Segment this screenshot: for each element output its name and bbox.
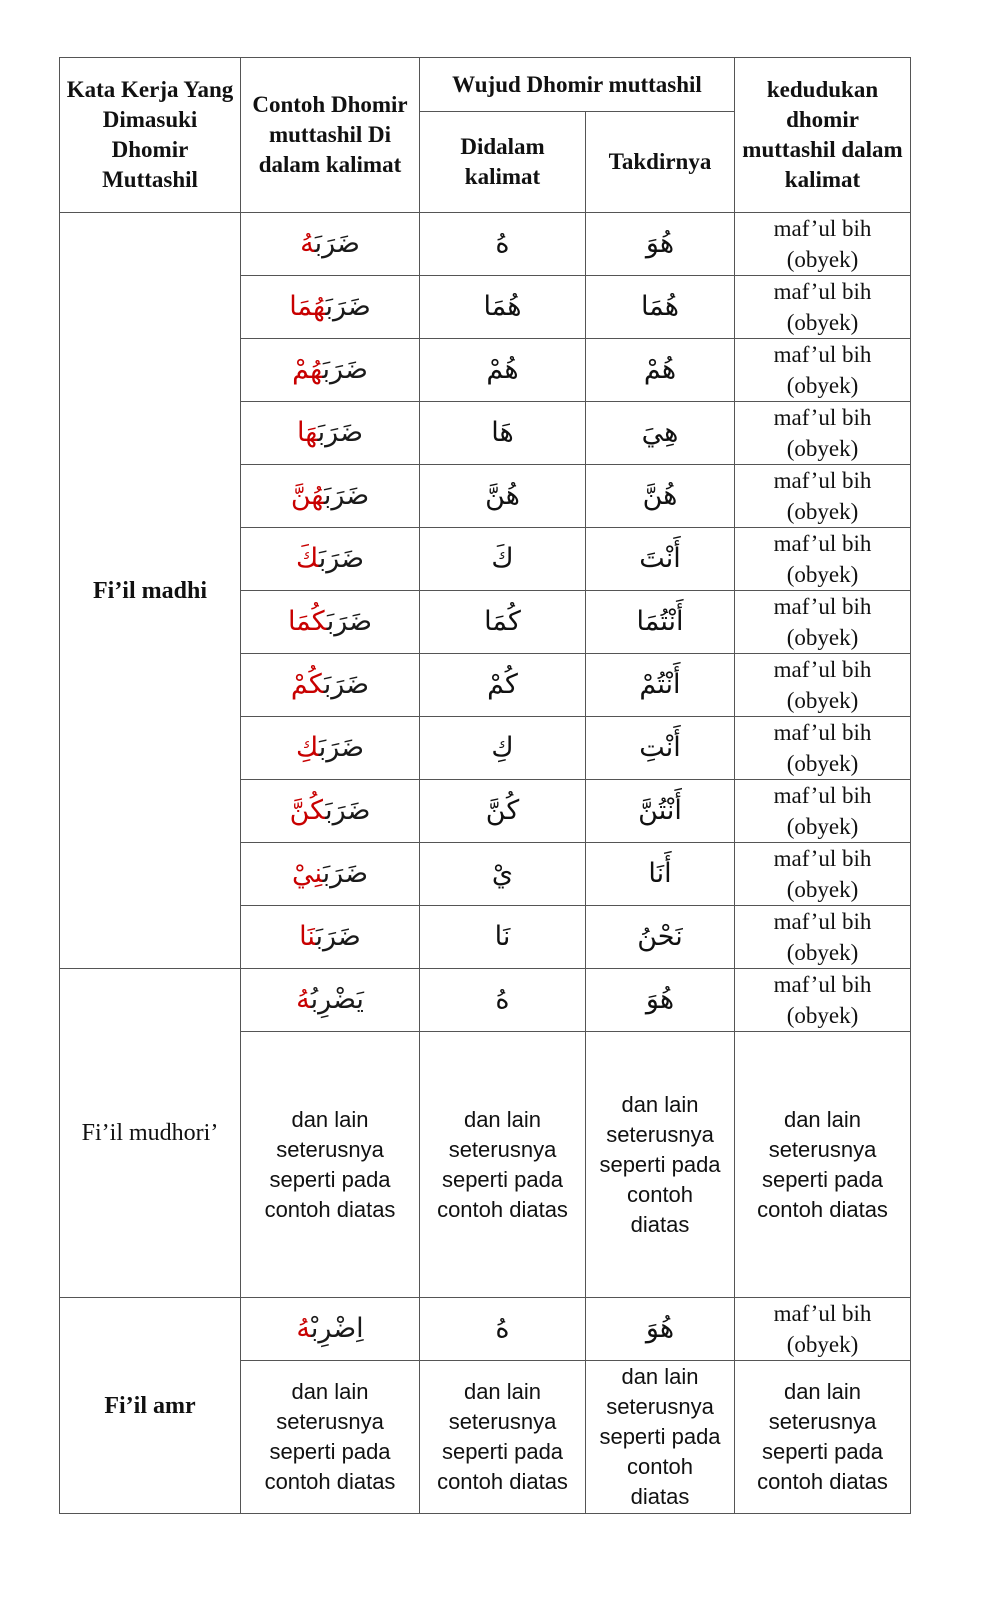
kedudukan-cell: [735, 276, 911, 339]
kedudukan-line1: maf’ul bih: [773, 594, 872, 619]
dhomir-suffix: هُ: [296, 984, 311, 1015]
kedudukan-line1: maf’ul bih: [773, 531, 872, 556]
etc-line: dan lain: [783, 1379, 862, 1404]
arabic-example: [291, 669, 369, 700]
etc-line: seterusnya: [276, 1409, 384, 1434]
dhomir-suffix: كُمَا: [287, 606, 327, 637]
dhomir-suffix: هُمْ: [292, 354, 323, 385]
verb-base: ضَرَبَ: [318, 543, 365, 574]
kedudukan-cell: [735, 1298, 911, 1361]
kedudukan-line1: maf’ul bih: [773, 468, 872, 493]
arabic-example: [299, 921, 361, 952]
arabic-example: [296, 543, 364, 574]
kedudukan-line2: (obyek): [786, 499, 859, 524]
kedudukan-line1: maf’ul bih: [773, 657, 872, 682]
etc-line: seperti pada: [441, 1439, 564, 1464]
kedudukan-line1: maf’ul bih: [773, 279, 872, 304]
kedudukan-cell: [735, 591, 911, 654]
dhomir-cell: كِ: [420, 717, 586, 780]
etc-line: seterusnya: [768, 1409, 877, 1434]
kedudukan-cell: [735, 780, 911, 843]
takdir-cell: هُوَ: [586, 213, 735, 276]
kedudukan-line1: maf’ul bih: [773, 720, 872, 745]
dhomir-table: [59, 57, 911, 1514]
etc-line: contoh diatas: [264, 1196, 396, 1222]
dhomir-cell: هُ: [420, 213, 586, 276]
dhomir-suffix: كُمْ: [290, 669, 324, 700]
kedudukan-cell: [735, 906, 911, 969]
verb-base: ضَرَبَ: [317, 417, 363, 448]
kedudukan-cell: [735, 339, 911, 402]
etc-takdir-cell: [586, 1032, 735, 1298]
table-row: [60, 1298, 911, 1361]
kedudukan-line2: (obyek): [786, 562, 859, 587]
arabic-example: [291, 480, 369, 511]
takdir-cell: أَنْتِ: [586, 717, 735, 780]
arabic-example: [296, 732, 364, 763]
etc-line: diatas: [630, 1211, 690, 1237]
kedudukan-cell: [735, 402, 911, 465]
dhomir-cell: كُنَّ: [420, 780, 586, 843]
dhomir-suffix: هَا: [296, 417, 318, 448]
etc-line: contoh: [626, 1454, 694, 1479]
etc-takdir-cell: [586, 1361, 735, 1514]
etc-line: dan lain: [463, 1106, 542, 1132]
verb-base: ضَرَبَ: [314, 228, 360, 259]
kedudukan-cell: [735, 843, 911, 906]
etc-line: contoh diatas: [264, 1469, 396, 1494]
verb-base: ضَرَبَ: [315, 921, 361, 952]
dhomir-cell: نَا: [420, 906, 586, 969]
dhomir-cell: هُ: [420, 969, 586, 1032]
takdir-cell: هُمْ: [586, 339, 735, 402]
dhomir-suffix: كَ: [295, 543, 319, 574]
kedudukan-cell: [735, 717, 911, 780]
header-kata-kerja: Kata Kerja Yang Dimasuki Dhomir Muttashil: [60, 58, 241, 213]
dhomir-cell: هَا: [420, 402, 586, 465]
dhomir-cell: يْ: [420, 843, 586, 906]
verb-base: ضَرَبَ: [322, 354, 368, 385]
verb-base: ضَرَبَ: [325, 291, 371, 322]
dhomir-suffix: كُنَّ: [289, 795, 326, 826]
kedudukan-line2: (obyek): [786, 688, 859, 713]
group-fiil-mudhori: Fi’il mudhori’: [60, 969, 241, 1298]
verb-base: يَضْرِبُ: [310, 984, 364, 1015]
kedudukan-cell: [735, 969, 911, 1032]
kedudukan-cell: [735, 654, 911, 717]
takdir-cell: هُوَ: [586, 1298, 735, 1361]
etc-line: dan lain: [621, 1364, 699, 1389]
takdir-cell: هُمَا: [586, 276, 735, 339]
dhomir-suffix: نَا: [299, 921, 316, 952]
etc-line: seperti pada: [761, 1439, 884, 1464]
kedudukan-line1: maf’ul bih: [773, 783, 872, 808]
example-word: [241, 591, 420, 654]
example-word: [241, 780, 420, 843]
kedudukan-line2: (obyek): [786, 877, 859, 902]
etc-line: seperti pada: [269, 1166, 391, 1192]
dhomir-cell: كَ: [420, 528, 586, 591]
kedudukan-line2: (obyek): [786, 814, 859, 839]
verb-base: اِضْرِبْ: [310, 1313, 364, 1344]
kedudukan-line1: maf’ul bih: [773, 909, 872, 934]
arabic-example: [296, 1313, 363, 1344]
dhomir-suffix: هُمَا: [289, 291, 326, 322]
takdir-cell: هُنَّ: [586, 465, 735, 528]
etc-line: diatas: [630, 1484, 690, 1509]
takdir-cell: نَحْنُ: [586, 906, 735, 969]
arabic-example: [297, 417, 363, 448]
example-word: [241, 213, 420, 276]
group-fiil-amr: Fi’il amr: [60, 1298, 241, 1514]
etc-line: dan lain: [621, 1091, 699, 1117]
arabic-example: [292, 858, 368, 889]
kedudukan-line1: maf’ul bih: [773, 342, 872, 367]
kedudukan-line2: (obyek): [786, 1003, 859, 1028]
etc-line: seterusnya: [448, 1136, 557, 1162]
dhomir-cell: هُ: [420, 1298, 586, 1361]
etc-line: seperti pada: [269, 1439, 391, 1464]
kedudukan-line1: maf’ul bih: [773, 216, 872, 241]
etc-line: dan lain: [783, 1106, 862, 1132]
etc-kedudukan-cell: [735, 1361, 911, 1514]
takdir-cell: أَنْتُمَا: [586, 591, 735, 654]
etc-line: seperti pada: [599, 1151, 721, 1177]
etc-example-cell: [241, 1361, 420, 1514]
etc-line: seterusnya: [276, 1136, 384, 1162]
kedudukan-line2: (obyek): [786, 436, 859, 461]
takdir-cell: هُوَ: [586, 969, 735, 1032]
dhomir-cell: هُمَا: [420, 276, 586, 339]
dhomir-cell: هُنَّ: [420, 465, 586, 528]
arabic-example: [290, 795, 371, 826]
example-word: [241, 1298, 420, 1361]
etc-line: contoh diatas: [437, 1196, 568, 1222]
etc-line: seperti pada: [599, 1424, 721, 1449]
etc-line: seterusnya: [768, 1136, 877, 1162]
etc-line: dan lain: [291, 1106, 369, 1132]
dhomir-cell: كُمَا: [420, 591, 586, 654]
dhomir-suffix: نِيْ: [292, 858, 323, 889]
verb-base: ضَرَبَ: [318, 732, 365, 763]
takdir-cell: أَنْتُمْ: [586, 654, 735, 717]
header-didalam-kalimat: Didalam kalimat: [420, 112, 586, 213]
group-fiil-madhi: Fi’il madhi: [60, 213, 241, 969]
header-takdirnya: Takdirnya: [586, 112, 735, 213]
etc-line: dan lain: [291, 1379, 369, 1404]
kedudukan-cell: [735, 528, 911, 591]
arabic-example: [292, 354, 368, 385]
example-word: [241, 528, 420, 591]
example-word: [241, 402, 420, 465]
example-word: [241, 969, 420, 1032]
example-word: [241, 906, 420, 969]
example-word: [241, 843, 420, 906]
takdir-cell: أَنْتُنَّ: [586, 780, 735, 843]
kedudukan-line2: (obyek): [786, 310, 859, 335]
verb-base: ضَرَبَ: [323, 480, 370, 511]
kedudukan-line2: (obyek): [786, 751, 859, 776]
etc-dhomir-cell: [420, 1032, 586, 1298]
etc-line: contoh diatas: [757, 1469, 888, 1494]
kedudukan-line2: (obyek): [786, 373, 859, 398]
etc-example-cell: [241, 1032, 420, 1298]
etc-line: contoh diatas: [757, 1196, 888, 1222]
etc-line: contoh diatas: [437, 1469, 568, 1494]
etc-line: seperti pada: [441, 1166, 564, 1192]
etc-line: seterusnya: [448, 1409, 557, 1434]
kedudukan-line1: maf’ul bih: [773, 1301, 872, 1326]
kedudukan-line2: (obyek): [786, 625, 859, 650]
table-row: [60, 213, 911, 276]
example-word: [241, 465, 420, 528]
header-kedudukan: kedudukan dhomir muttashil dalam kalimat: [735, 58, 911, 213]
example-word: [241, 717, 420, 780]
example-word: [241, 654, 420, 717]
dhomir-cell: هُمْ: [420, 339, 586, 402]
takdir-cell: هِيَ: [586, 402, 735, 465]
verb-base: ضَرَبَ: [323, 669, 370, 700]
table-row: [60, 969, 911, 1032]
takdir-cell: أَنْتَ: [586, 528, 735, 591]
kedudukan-line2: (obyek): [786, 940, 859, 965]
takdir-cell: أَنَا: [586, 843, 735, 906]
dhomir-suffix: كِ: [295, 732, 319, 763]
header-contoh: Contoh Dhomir muttashil Di dalam kalimat: [241, 58, 420, 213]
example-word: [241, 339, 420, 402]
kedudukan-cell: [735, 213, 911, 276]
kedudukan-line1: maf’ul bih: [773, 972, 872, 997]
etc-line: contoh: [626, 1181, 694, 1207]
arabic-example: [300, 228, 360, 259]
etc-line: seterusnya: [606, 1121, 714, 1147]
arabic-example: [296, 984, 364, 1015]
dhomir-suffix: هُ: [296, 1313, 311, 1344]
verb-base: ضَرَبَ: [322, 858, 368, 889]
verb-base: ضَرَبَ: [326, 606, 373, 637]
dhomir-suffix: هُنَّ: [290, 480, 324, 511]
table-body: [60, 213, 911, 1514]
etc-line: seterusnya: [606, 1394, 714, 1419]
kedudukan-line2: (obyek): [786, 1332, 859, 1357]
dhomir-cell: كُمْ: [420, 654, 586, 717]
kedudukan-line1: maf’ul bih: [773, 846, 872, 871]
arabic-example: [288, 606, 372, 637]
etc-line: seperti pada: [761, 1166, 884, 1192]
header-wujud: Wujud Dhomir muttashil: [420, 58, 735, 112]
etc-dhomir-cell: [420, 1361, 586, 1514]
dhomir-suffix: هُ: [300, 228, 315, 259]
etc-kedudukan-cell: [735, 1032, 911, 1298]
verb-base: ضَرَبَ: [325, 795, 371, 826]
kedudukan-line1: maf’ul bih: [773, 405, 872, 430]
example-word: [241, 276, 420, 339]
kedudukan-line2: (obyek): [786, 247, 859, 272]
kedudukan-cell: [735, 465, 911, 528]
etc-line: dan lain: [463, 1379, 542, 1404]
arabic-example: [289, 291, 371, 322]
